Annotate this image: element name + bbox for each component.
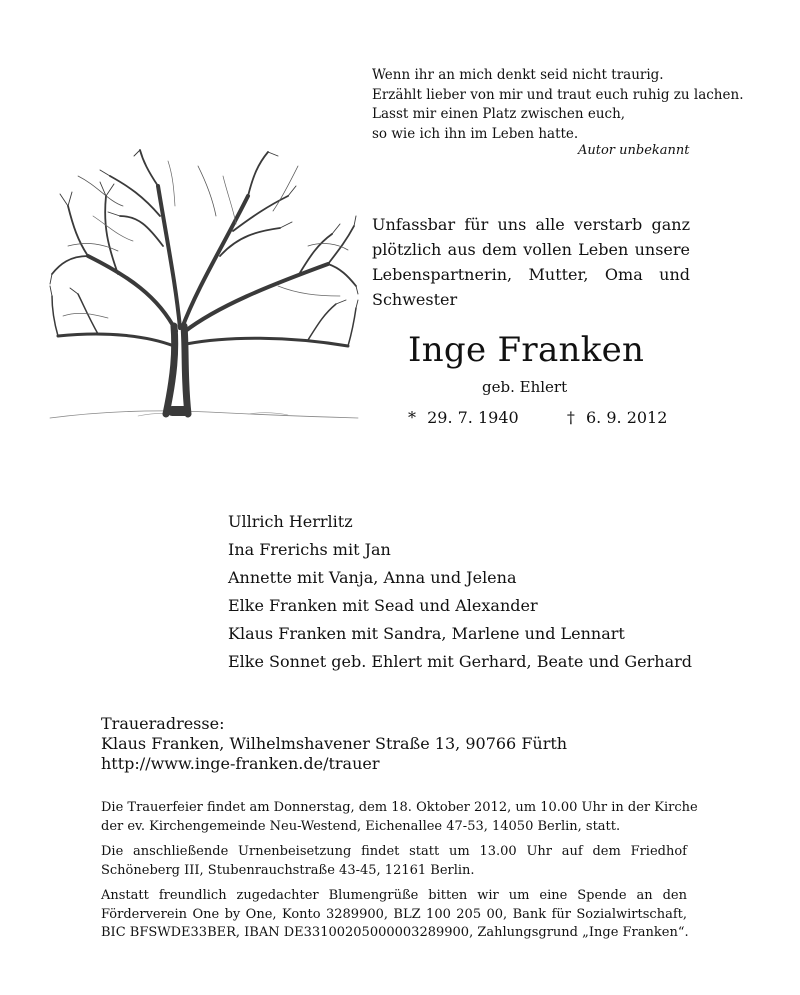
death-announcement [372, 212, 690, 312]
poem-line: Wenn ihr an mich denkt seid nicht traurig. [372, 67, 664, 83]
notice-funeral [101, 799, 698, 836]
address-heading: Traueradresse: [101, 714, 225, 733]
poem [372, 66, 744, 144]
mourning-address [101, 714, 567, 774]
notice-donation [101, 887, 687, 943]
mourner-entry: Elke Sonnet geb. Ehlert mit Gerhard, Beate und Gerhard [228, 652, 693, 671]
notice-line: Schöneberg III, Stubenrauchstraße 43-45, 12161 Berlin. [101, 862, 475, 878]
mourners-list [228, 508, 692, 676]
notice-line: Förderverein One by One, Konto 3289900, BLZ 100 205 00, Bank für Sozialwirtschaft, [101, 906, 687, 922]
notice-line: Die Trauerfeier findet am Donnerstag, dem 18. Oktober 2012, um 10.00 Uhr in der Kirche [101, 800, 698, 815]
tree-illustration [48, 146, 360, 428]
mourner-entry: Ullrich Herrlitz [228, 512, 353, 531]
service-notices [101, 799, 698, 950]
cross-icon: † [566, 408, 575, 427]
tree-drawing [48, 146, 360, 428]
announcement-line: Lebenspartnerin, Mutter, Oma und [372, 265, 690, 284]
mourner-entry: Klaus Franken mit Sandra, Marlene und Lennart [228, 624, 625, 643]
birth-star-icon: * [408, 408, 416, 427]
mourner-entry: Elke Franken mit Sead und Alexander [228, 596, 538, 615]
poem-line: Lasst mir einen Platz zwischen euch, [372, 106, 626, 122]
address-url[interactable]: http://www.inge-franken.de/trauer [101, 754, 380, 773]
address-line: Klaus Franken, Wilhelmshavener Straße 13, 90766 Fürth [101, 734, 568, 753]
maiden-name: geb. Ehlert [482, 378, 568, 396]
announcement-line: plötzlich aus dem vollen Leben unsere [372, 240, 690, 259]
life-dates [408, 408, 667, 427]
mourner-entry: Ina Frerichs mit Jan [228, 540, 391, 559]
notice-line: der ev. Kirchengemeinde Neu-Westend, Eichenallee 47-53, 14050 Berlin, statt. [101, 818, 621, 834]
death-date: 6. 9. 2012 [585, 408, 668, 427]
birth-date: 29. 7. 1940 [427, 408, 519, 427]
notice-line: BIC BFSWDE33BER, IBAN DE33100205000003289900, Zahlungsgrund „Inge Franken“. [101, 925, 689, 940]
deceased-name: Inge Franken [408, 330, 645, 370]
notice-line: Die anschließende Urnenbeisetzung findet statt um 13.00 Uhr auf dem Friedhof [101, 844, 687, 859]
announcement-line: Unfassbar für uns alle verstarb ganz [372, 215, 690, 234]
notice-burial [101, 843, 687, 880]
poem-line: so wie ich ihn im Leben hatte. [372, 125, 579, 142]
announcement-line: Schwester [372, 290, 458, 309]
notice-line: Anstatt freundlich zugedachter Blumengrüße bitten wir um eine Spende an den [101, 888, 687, 903]
poem-line: Erzählt lieber von mir und traut euch ruhig zu lachen. [372, 86, 744, 103]
poem-author: Autor unbekannt [578, 143, 690, 158]
mourner-entry: Annette mit Vanja, Anna und Jelena [228, 568, 517, 587]
